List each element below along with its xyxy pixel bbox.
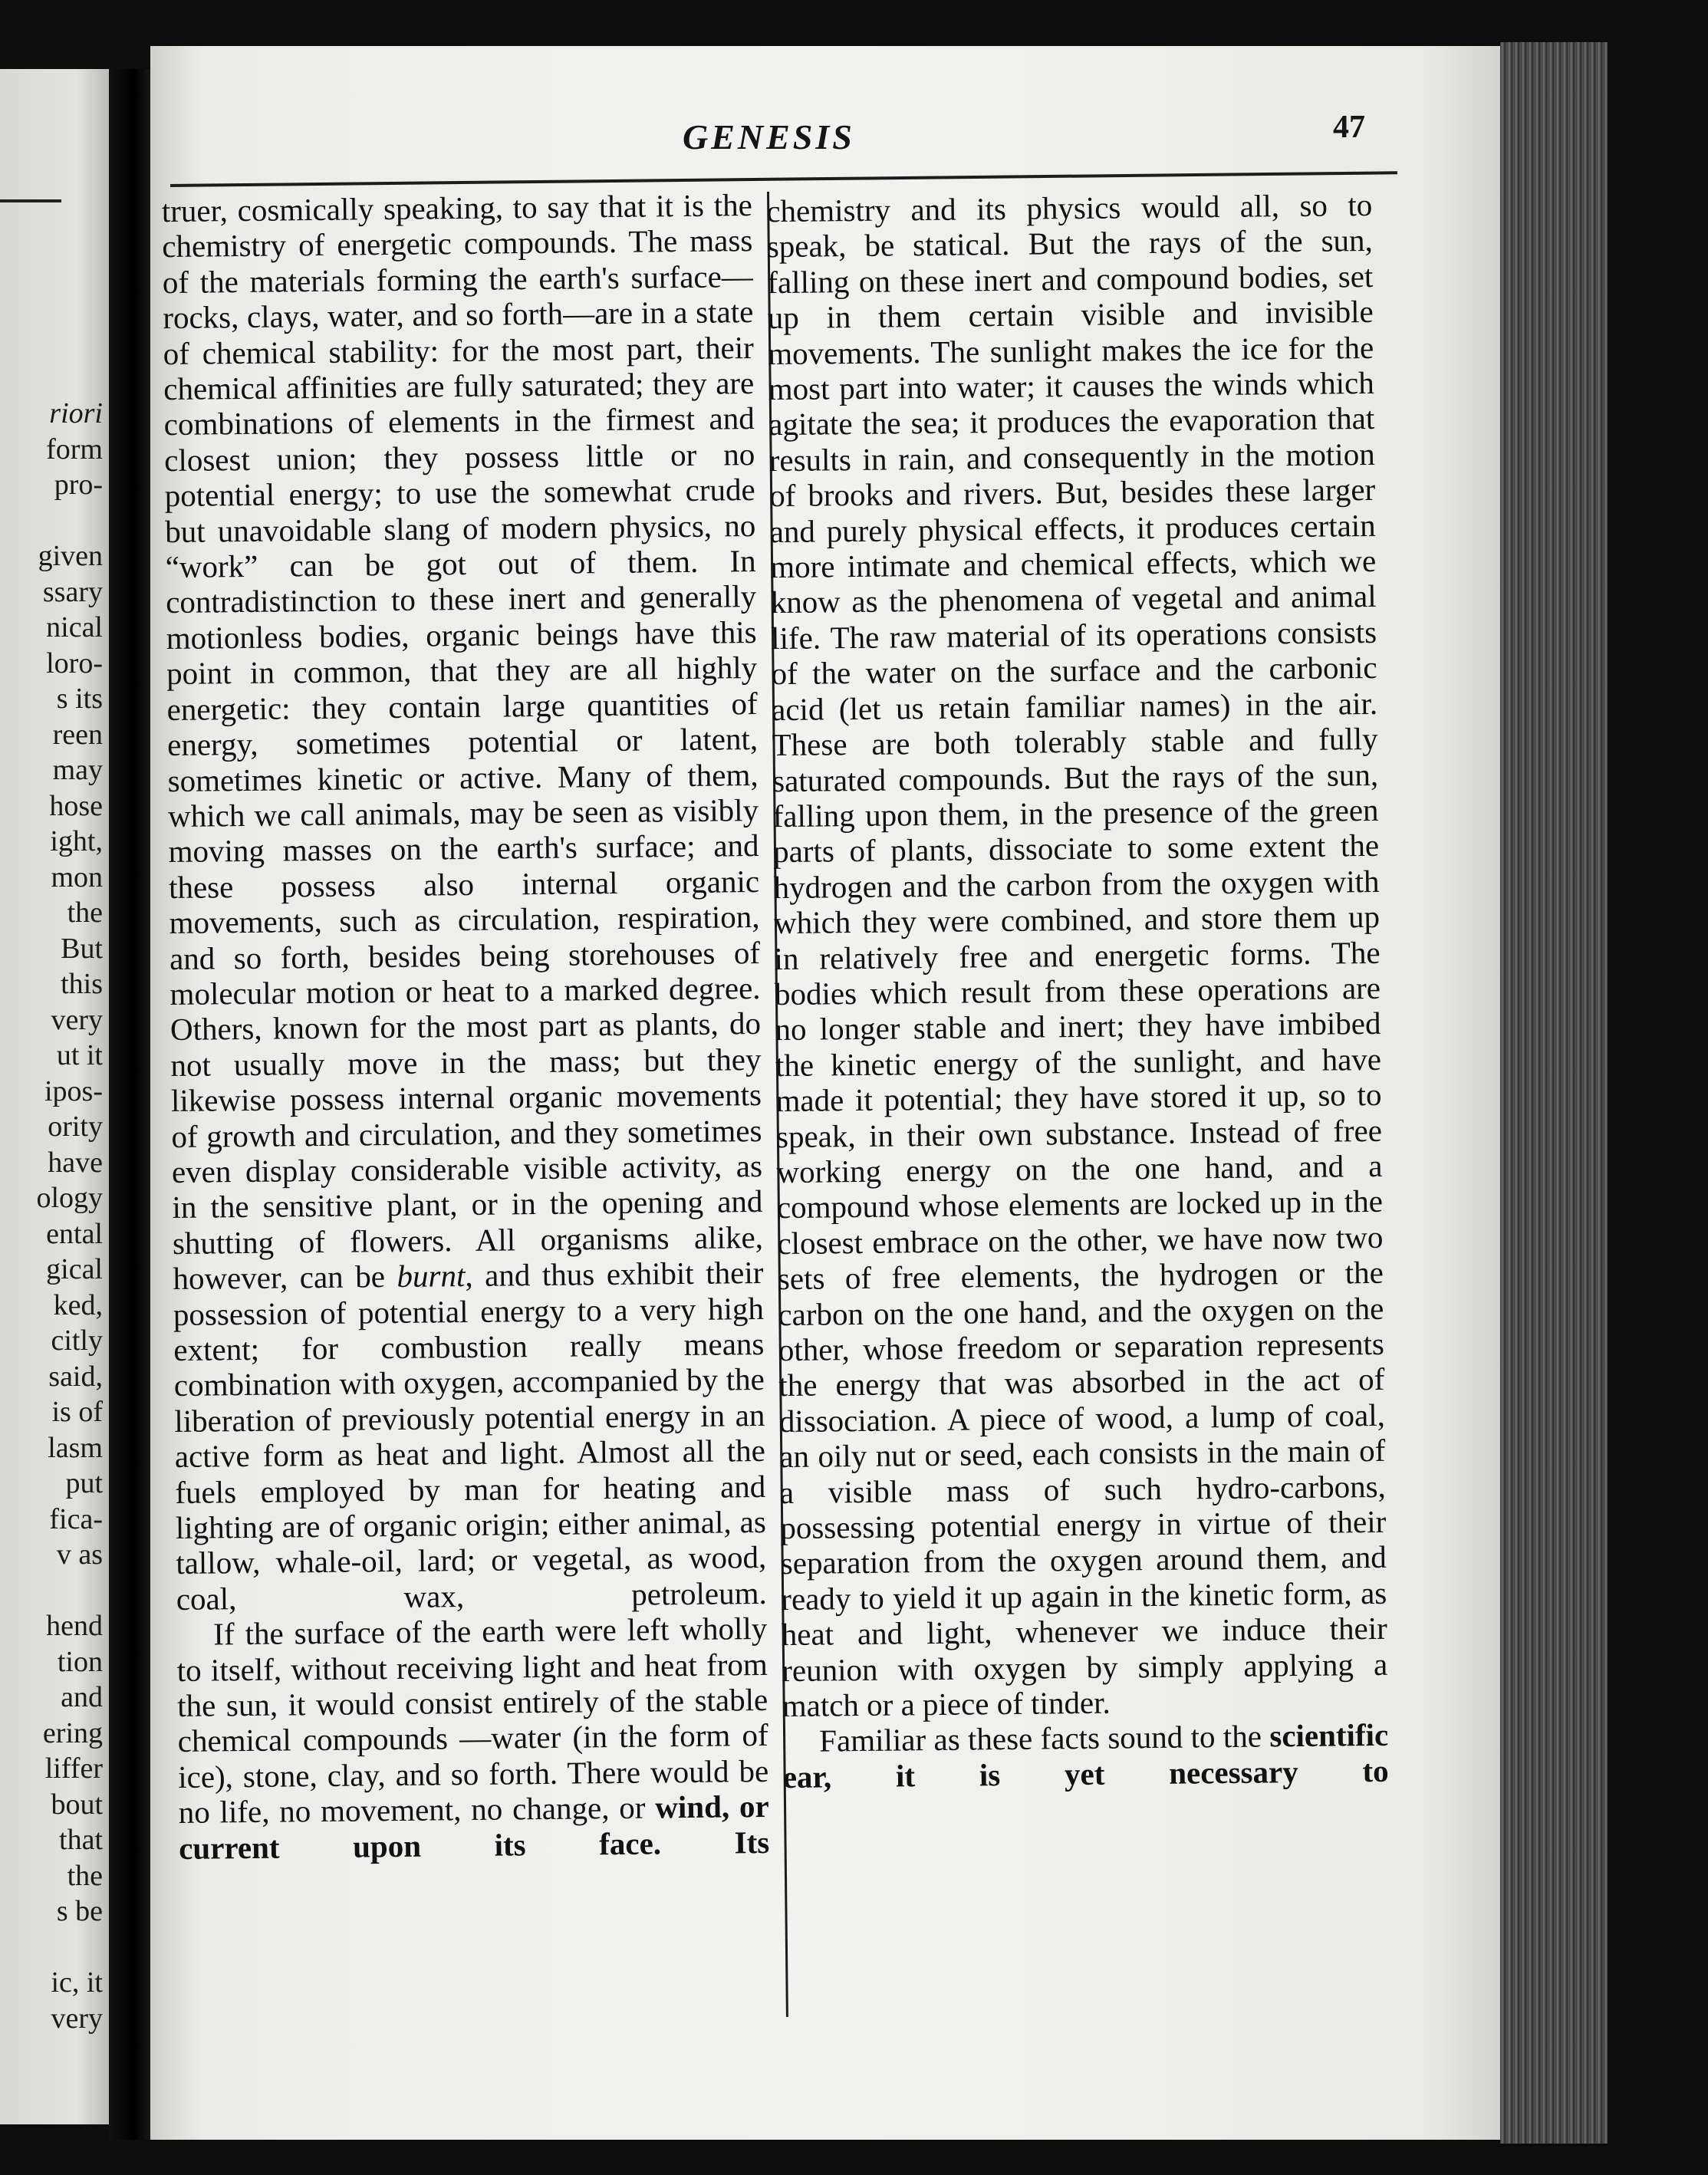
facing-page-fragment: ut it xyxy=(56,1039,103,1071)
facing-page-fragment: may xyxy=(52,754,103,786)
facing-page-fragment: the xyxy=(67,1859,103,1892)
facing-page-fragment: But xyxy=(61,932,103,965)
facing-page-fragment: nical xyxy=(46,611,103,643)
running-head: GENESIS xyxy=(683,117,855,156)
facing-page-fragment: and xyxy=(61,1681,103,1713)
page-number: 47 xyxy=(1333,110,1365,145)
left-column-paragraph-2 xyxy=(176,1611,769,1866)
left-para1-italic: burnt xyxy=(397,1258,466,1295)
facing-page-fragment: fica- xyxy=(49,1502,103,1535)
facing-page-fragment: said, xyxy=(48,1360,103,1393)
facing-page-fragment: very xyxy=(51,1003,103,1036)
facing-page-fragment: ic, it xyxy=(51,1966,103,1999)
facing-page-fragment: have xyxy=(48,1146,103,1179)
left-para1-tail: , and thus exhibit their possession of potential energy to a very high extent; for combustion really means combination with oxygen, accompanied by the liberation of previously potential energy in an active form as heat and light. Almost all the fuels employed by man for heating and lighting are of organic origin; either animal, as tallow, whale-oil, lard; or vegetal, as wood, coal, wax, petroleum. xyxy=(173,1255,767,1617)
facing-page-fragment: v as xyxy=(56,1538,103,1571)
facing-page-fragment: s its xyxy=(56,683,103,715)
book-gutter xyxy=(109,69,152,2140)
facing-page-fragment: that xyxy=(59,1824,103,1856)
right-column-paragraph-2 xyxy=(782,1717,1389,1795)
facing-page-fragment: ight, xyxy=(50,825,103,857)
facing-page-fragment: hose xyxy=(49,789,103,822)
left-para2-text: If the surface of the earth were left wholly to itself, without receiving light and heat from the sun, it would consist entirely of the stable chemical compounds —water (in the form of ice), stone, clay, and so forth. There would be no life, no movement, no change, or xyxy=(176,1611,769,1831)
facing-page-fragment: this xyxy=(61,968,103,1000)
facing-page-fragment: citly xyxy=(51,1324,103,1357)
facing-page-rule xyxy=(0,199,61,202)
facing-page-fragment: gical xyxy=(46,1253,103,1285)
facing-page-fragment: riori xyxy=(49,397,103,429)
facing-page-fragment: mon xyxy=(51,860,103,893)
left-column xyxy=(162,187,770,1866)
facing-page-fragment: hend xyxy=(46,1610,103,1642)
page-edges xyxy=(1500,42,1608,2144)
left-para1-text: truer, cosmically speaking, to say that it is the chemistry of energetic compounds. The mass of the materials forming the earth's surface—rocks, clays, water, and so forth—are in a state of chemical stability: for the most part, their chemical affinities are fully saturated; they are combinations of elements in the firmest and closest union; they possess little or no potential energy; to use the somewhat crude but unavoidable slang of modern physics, no “work” can be got out of them. In contradistinction to these inert and generally motionless bodies, organic beings have this point in common, that they are all highly energetic: they contain large quantities of energy, sometimes potential or latent, sometimes kinetic or active. Many of them, which we call animals, may be seen as visibly moving masses on the earth's surface; and these possess also internal organic movements, such as circulation, respiration, and so forth, besides being storehouses of molecular motion or heat to a marked degree. Others, known for the most part as plants, do not usually move in the mass; but they likewise possess internal organic movements of growth and circulation, and they sometimes even display considerable visible activity, as in the sensitive plant, or in the opening and shutting of flowers. All organisms alike, however, can be xyxy=(161,187,764,1297)
facing-page-fragment: tion xyxy=(57,1645,103,1678)
facing-page-fragment: ipos- xyxy=(44,1074,103,1107)
facing-page-fragment: ority xyxy=(48,1111,103,1143)
right-column-paragraph-1: chemistry and its physics would all, so to speak, be statical. But the rays of the sun, falling on these inert and compound bodies, set up in them certain visible and invisible movements. The sunlight makes the ice for the most part into water; it causes the winds which agitate the sea; it produces the evaporation that results in rain, and consequently in the motion of brooks and rivers. But, besides these larger and purely physical effects, it produces certain more intimate and chemical effects, which we know as the phenomena of vegetal and animal life. The raw material of its operations consists of the water on the surface and the carbonic acid (let us retain familiar names) in the air. These are both tolerably stable and fully saturated compounds. But the rays of the sun, falling upon them, in the presence of the green parts of plants, dissociate to some extent the hydrogen and the carbon from the oxygen with which they were combined, and store them up in relatively free and energetic forms. The bodies which result from these operations are no longer stable and inert; they have imbibed the kinetic energy of the sunlight, and have made it potential; they have stored it up, so to speak, in their own substance. Instead of free working energy on the one hand, and a compound whose elements are locked up in the closest embrace on the other, we have now two sets of free elements, the hydrogen or the carbon on the one hand, and the oxygen on the other, whose freedom or separation represents the energy that was absorbed in the act of dissociation. A piece of wood, a lump of coal, an oily nut or seed, each consists in the main of a visible mass of such hydro-carbons, possessing potential energy in virtue of their separation from the oxygen around them, and ready to yield it up again in the kinetic form, as heat and light, whenever we induce their reunion with oxygen by simply applying a match or a piece of tinder. xyxy=(766,186,1388,1724)
facing-page-fragment: is of xyxy=(51,1396,103,1428)
facing-page-fragment: ology xyxy=(36,1182,103,1214)
facing-page-fragment: loro- xyxy=(46,647,103,679)
facing-page-fragment: pro- xyxy=(54,469,103,501)
facing-page-fragment: the xyxy=(67,897,103,929)
right-column xyxy=(766,187,1389,1795)
facing-page-fragment: form xyxy=(46,433,103,466)
left-column-paragraph-1 xyxy=(162,187,767,1617)
facing-page-fragment: bout xyxy=(51,1788,103,1821)
facing-page-fragment: lasm xyxy=(48,1431,103,1464)
facing-page-fragment: very xyxy=(51,2002,103,2035)
facing-page-fragment: liffer xyxy=(44,1752,103,1785)
facing-page-fragment: put xyxy=(65,1467,103,1499)
right-para2-text: Familiar as these facts sound to the xyxy=(818,1719,1262,1759)
facing-page-fragment: ked, xyxy=(53,1288,103,1321)
facing-page-fragment: ental xyxy=(46,1217,103,1250)
facing-page-fragment: reen xyxy=(52,718,103,751)
facing-page-fragment: given xyxy=(38,540,103,572)
right-para2-last-line: scientific ear, it is yet necessary to xyxy=(782,1717,1389,1795)
facing-page-fragment: ering xyxy=(42,1716,103,1749)
facing-page-edge xyxy=(0,69,109,2124)
left-para2-last-line: wind, or current upon its face. Its xyxy=(178,1788,770,1866)
facing-page-fragment: ssary xyxy=(42,575,103,608)
facing-page-fragment: s be xyxy=(56,1895,103,1927)
